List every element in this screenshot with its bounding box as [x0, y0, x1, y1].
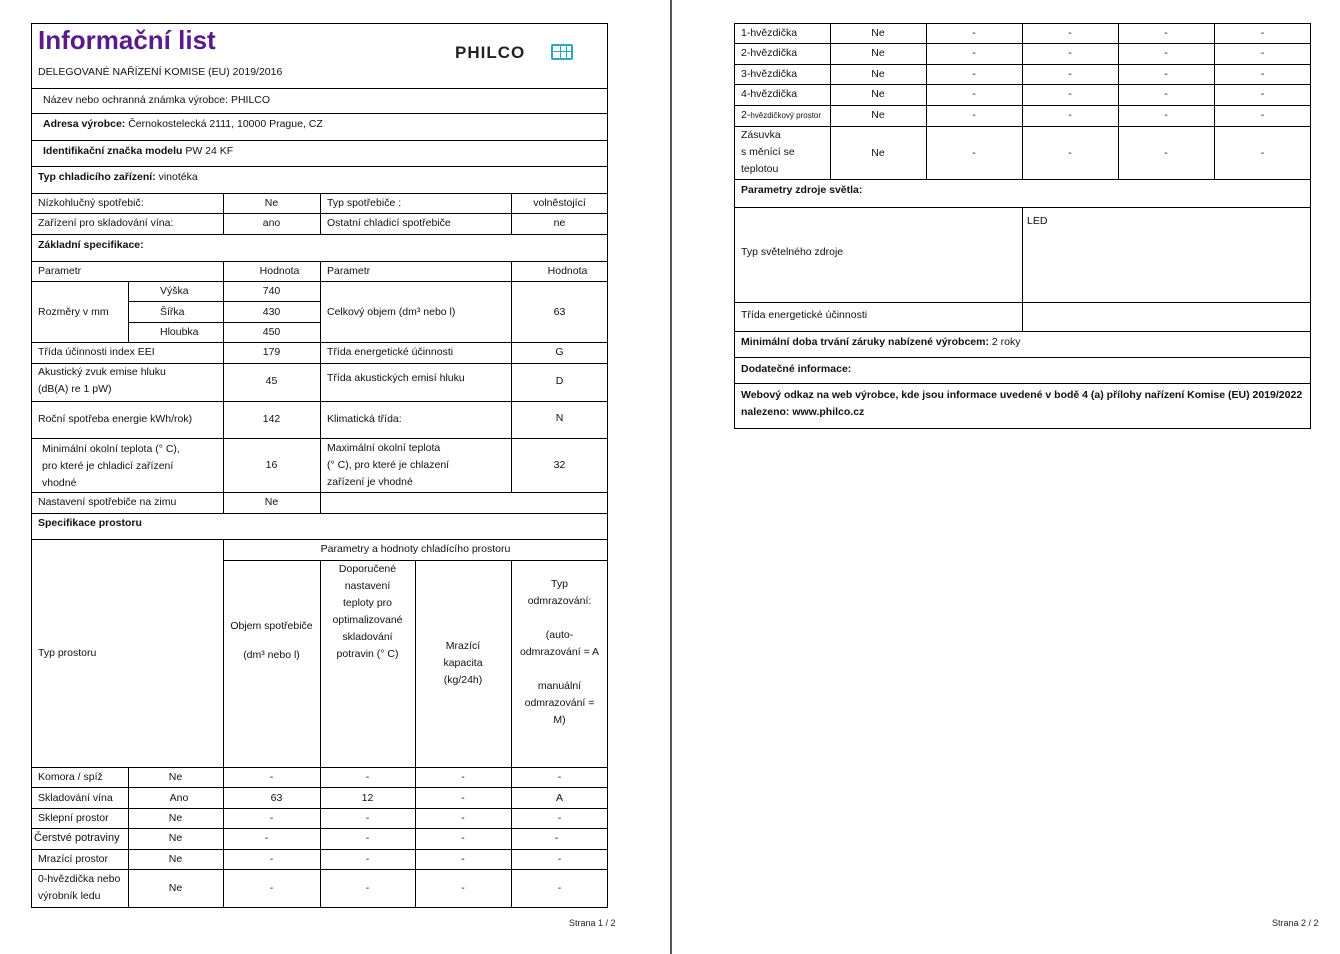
annual-energy-label: Roční spotřeba energie kWh/rok) [38, 413, 193, 425]
row-freeze: - [1164, 109, 1168, 121]
space-type-header: Typ prostoru [38, 647, 97, 659]
row-defrost: - [1260, 47, 1265, 59]
row-freeze: - [461, 812, 465, 824]
col-volume-header: Objem spotřebiče (dm³ nebo l) [230, 620, 313, 661]
row-name: 3-hvězdička [741, 68, 798, 80]
row-volume: - [269, 812, 274, 824]
eei-value: 179 [262, 346, 281, 358]
row-volume: 63 [270, 792, 283, 804]
row-name: 0-hvězdička nebo výrobník ledu [38, 873, 121, 902]
row-defrost: - [557, 882, 562, 894]
total-volume-label: Celkový objem (dm³ nebo l) [327, 306, 456, 318]
row-name: Zásuvka s měnící se teplotou [741, 129, 795, 175]
row-temp: - [365, 771, 370, 783]
appliance-type-label: Typ spotřebiče : [327, 197, 402, 209]
row-name: Mrazící prostor [38, 853, 109, 865]
row-defrost: - [557, 853, 562, 865]
row-defrost: - [1260, 27, 1265, 39]
row-defrost: - [557, 812, 562, 824]
row-freeze: - [1164, 88, 1168, 100]
row-freeze: - [1164, 27, 1168, 39]
row-present: Ne [871, 88, 885, 100]
noise-class-label: Třída akustických emisí hluku [327, 372, 465, 384]
basic-spec-heading: Základní specifikace: [38, 239, 144, 251]
row-freeze: - [461, 792, 465, 804]
col-freeze-header: Mrazící kapacita (kg/24h) [443, 640, 483, 686]
winter-setting-value: Ne [264, 496, 279, 508]
param-header-right: Parametr [327, 265, 371, 277]
row-present: Ne [168, 771, 183, 783]
row-name: 2-hvězdička [741, 47, 798, 59]
warranty: Minimální doba trvání záruky nabízené výrobcem: 2 roky [741, 336, 1021, 348]
page-number-2: Strana 2 / 2 [1272, 918, 1319, 928]
row-defrost: - [1260, 147, 1265, 159]
climate-class-value: N [555, 412, 564, 424]
row-defrost: - [554, 832, 559, 844]
row-freeze: - [1164, 47, 1168, 59]
param-header-left: Parametr [38, 265, 82, 277]
row-present: Ne [871, 68, 885, 80]
row-volume: - [972, 147, 976, 159]
height-value: 740 [262, 285, 281, 297]
row-temp: - [1068, 109, 1072, 121]
row-present: Ne [168, 812, 183, 824]
winter-setting-label: Nastavení spotřebiče na zimu [38, 496, 177, 508]
device-type: Typ chladicího zařízení: vinotéka [38, 171, 198, 183]
light-class-label: Třída energetické účinnosti [741, 309, 868, 321]
row-temp: - [1068, 68, 1072, 80]
row-name: 4-hvězdička [741, 88, 798, 100]
row-freeze: - [461, 832, 465, 844]
row-name: Komora / spíž [38, 771, 103, 783]
row-defrost: - [1260, 68, 1265, 80]
noise-value: 45 [265, 375, 278, 387]
row-freeze: - [461, 771, 465, 783]
row-volume: - [269, 882, 274, 894]
noise-class-value: D [555, 375, 564, 387]
space-spec-heading: Specifikace prostoru [38, 517, 142, 529]
value-header-right: Hodnota [547, 265, 588, 277]
row-present: Ne [871, 147, 885, 159]
row-volume: - [972, 27, 976, 39]
min-temp-value: 16 [265, 459, 278, 471]
min-temp-label: Minimální okolní teplota (° C), pro které je chladicí zařízení vhodné [42, 443, 180, 489]
manufacturer-name: Název nebo ochranná známka výrobce: PHILCO [43, 94, 271, 106]
row-temp: - [365, 882, 370, 894]
light-type-label: Typ světelného zdroje [741, 246, 844, 258]
height-label: Výška [160, 285, 189, 297]
page-divider [670, 0, 672, 954]
wine-storage-label: Zařízení pro skladování vína: [38, 217, 174, 229]
row-name: Skladování vína [38, 792, 113, 804]
row-temp: - [365, 853, 370, 865]
row-volume: - [264, 832, 269, 844]
globe-icon [551, 44, 573, 60]
col-temp-header: Doporučené nastavení teploty pro optimalizované skladování potravin (° C) [332, 563, 403, 660]
row-volume: - [972, 109, 976, 121]
row-name: Čerstvé potraviny [34, 832, 120, 844]
row-defrost: - [1260, 88, 1265, 100]
wine-storage-value: ano [262, 217, 281, 229]
row-defrost: A [555, 792, 563, 804]
row-volume: - [972, 88, 976, 100]
row-volume: - [269, 853, 274, 865]
width-value: 430 [262, 306, 281, 318]
row-temp: - [1068, 147, 1072, 159]
value-header-left: Hodnota [259, 265, 300, 277]
max-temp-label: Maximální okolní teplota (° C), pro které je chlazení zařízení je vhodné [327, 442, 450, 488]
light-type-value: LED [1027, 215, 1048, 227]
row-defrost: - [557, 771, 562, 783]
regulation-subtitle: DELEGOVANÉ NAŘÍZENÍ KOMISE (EU) 2019/2016 [38, 66, 283, 78]
row-temp: - [365, 832, 370, 844]
page-number-1: Strana 1 / 2 [569, 918, 616, 928]
low-noise-label: Nízkohlučný spotřebič: [38, 197, 144, 209]
row-present: Ne [871, 47, 885, 59]
row-volume: - [972, 47, 976, 59]
row-name: 2-hvězdičkový prostor [741, 109, 822, 121]
extra-info-heading: Dodatečné informace: [741, 363, 852, 375]
eei-label: Třída účinnosti index EEI [38, 346, 155, 358]
manufacturer-address-label: Adresa výrobce: Černokostelecká 2111, 10000 Prague, CZ [43, 118, 323, 130]
row-present: Ne [168, 853, 183, 865]
space-params-header: Parametry a hodnoty chladícího prostoru [320, 543, 511, 555]
depth-value: 450 [262, 326, 281, 338]
manufacturer-link-text: Webový odkaz na web výrobce, kde jsou informace uvedené v bodě 4 (a) přílohy nařízení Komise (EU) 2019/2022 nalezeno: www.philco.cz [741, 389, 1303, 418]
depth-label: Hloubka [160, 326, 199, 338]
row-present: Ano [169, 792, 189, 804]
energy-class-value: G [555, 346, 564, 358]
climate-class-label: Klimatická třída: [327, 413, 402, 425]
other-appliance-value: ne [553, 217, 566, 229]
low-noise-value: Ne [264, 197, 279, 209]
noise-label: Akustický zvuk emise hluku (dB(A) re 1 pW) [38, 366, 166, 395]
max-temp-value: 32 [553, 459, 566, 471]
row-freeze: - [1164, 68, 1168, 80]
col-defrost-header: Typ odmrazování: (auto- odmrazování = A manuální odmrazování = M) [519, 578, 600, 726]
row-temp: 12 [361, 792, 374, 804]
total-volume-value: 63 [553, 306, 566, 318]
energy-class-label: Třída energetické účinnosti [327, 346, 454, 358]
other-appliance-label: Ostatní chladicí spotřebiče [327, 217, 451, 229]
philco-logo: PHILCO [455, 43, 526, 62]
row-defrost: - [1260, 109, 1265, 121]
row-name: 1-hvězdička [741, 27, 798, 39]
row-present: Ne [168, 882, 183, 894]
row-freeze: - [1164, 147, 1168, 159]
row-volume: - [269, 771, 274, 783]
dimensions-label: Rozměry v mm [38, 306, 109, 318]
row-volume: - [972, 68, 976, 80]
model-identifier: Identifikační značka modelu PW 24 KF [43, 145, 234, 157]
appliance-type-value: volněstojící [533, 197, 586, 209]
row-present: Ne [168, 832, 183, 844]
row-temp: - [1068, 27, 1072, 39]
row-freeze: - [461, 853, 465, 865]
row-name: Sklepní prostor [38, 812, 109, 824]
width-label: Šířka [160, 306, 185, 318]
row-temp: - [1068, 88, 1072, 100]
row-temp: - [365, 812, 370, 824]
page-title: Informační list [38, 25, 216, 55]
annual-energy-value: 142 [262, 413, 281, 425]
row-present: Ne [871, 109, 885, 121]
light-params-heading: Parametry zdroje světla: [741, 184, 863, 196]
row-temp: - [1068, 47, 1072, 59]
row-present: Ne [871, 27, 885, 39]
row-freeze: - [461, 882, 465, 894]
